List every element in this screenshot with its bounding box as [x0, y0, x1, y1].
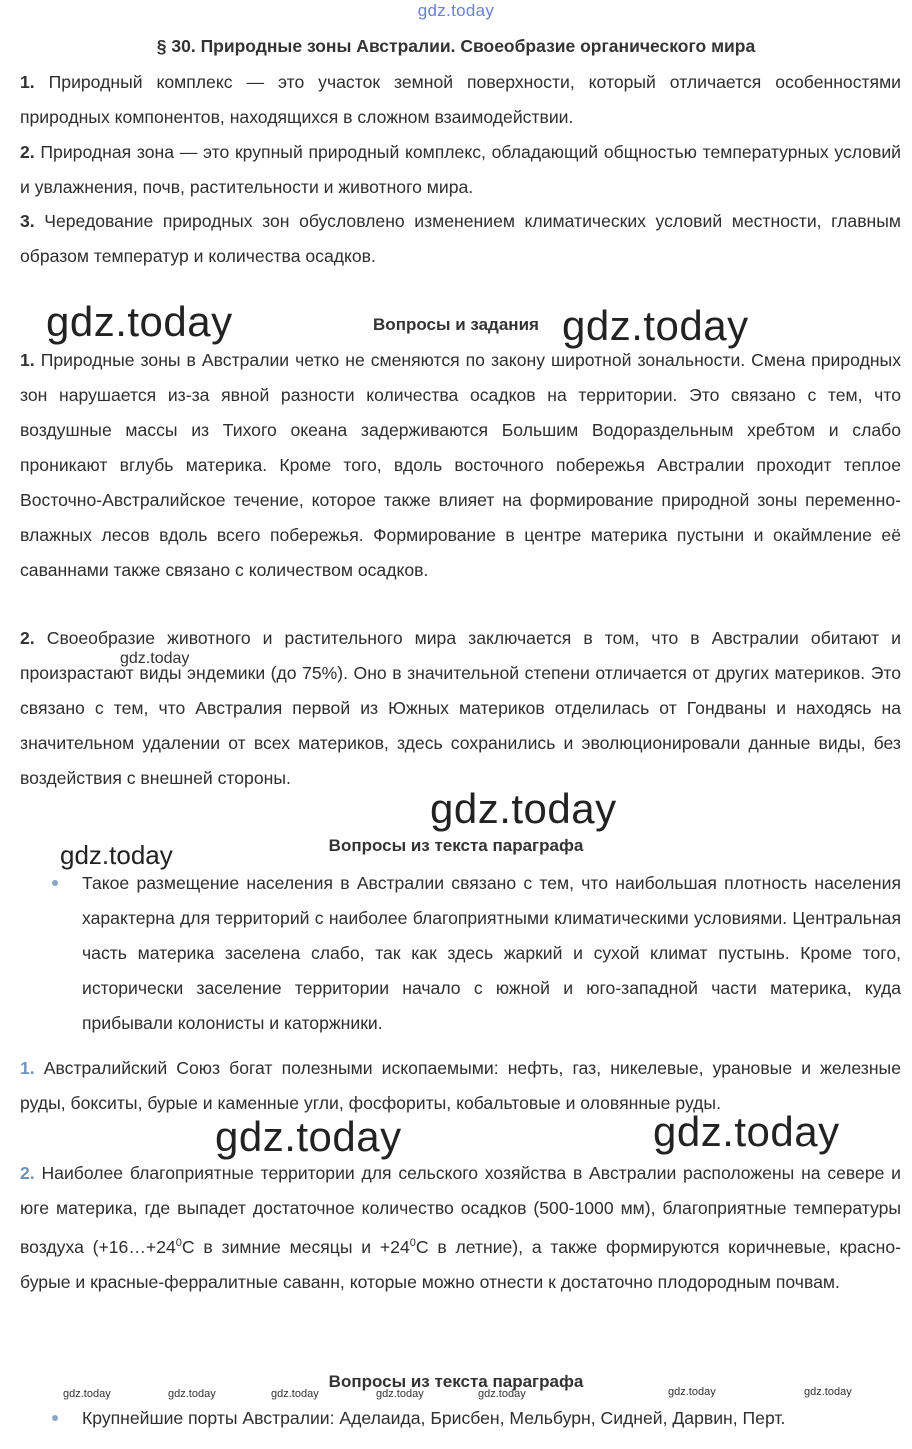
bullet-list [52, 866, 901, 1041]
list-item [52, 1401, 901, 1436]
bullet-icon [52, 880, 58, 886]
superscript: 0 [175, 1237, 182, 1249]
list-item [52, 866, 901, 1041]
item-text: Чередование природных зон обусловлено изменением климатических условий местности, главным образом температур и количества осадков. [20, 211, 902, 266]
watermark-overlay: gdz.today [376, 1388, 424, 1400]
watermark-overlay: gdz.today [271, 1388, 319, 1400]
item-text-end: С в летние), а также формируются коричневые, красно-бурые и красные-ферралитные саванн, которые можно отнести к достаточно плодородным почвам. [20, 1236, 901, 1292]
list-item-text: Крупнейшие порты Австралии: Аделаида, Брисбен, Мельбурн, Сидней, Дарвин, Перт. [82, 1408, 786, 1428]
answer-item-2-b [20, 1156, 901, 1300]
item-text: Австралийский Союз богат полезными ископаемыми: нефть, газ, никелевые, урановые и железные руды, бокситы, бурые и каменные угли, фосфориты, кобальтовые и оловянные руды. [20, 1058, 901, 1113]
answer-item-1 [20, 343, 901, 588]
watermark-overlay: gdz.today [120, 650, 190, 667]
watermark-top: gdz.today [417, 1, 495, 20]
list-item-text: Такое размещение населения в Австралии связано с тем, что наибольшая плотность населения характерна для территорий с наиболее благоприятными климатическими условиями. Центральная часть материка заселена слабо, так как здесь жаркий и сухой климат пустынь. Кроме того, исторически заселение территории начало с южной и юго-западной части материка, куда прибывали колонисты и каторжники. [82, 873, 901, 1033]
watermark-overlay: gdz.today [215, 1113, 402, 1160]
watermark-overlay: gdz.today [60, 840, 173, 870]
watermark-overlay: gdz.today [430, 785, 617, 832]
section-heading-paragraph-questions-2: Вопросы из текста параграфа [328, 1372, 584, 1391]
watermark-overlay: gdz.today [562, 302, 749, 349]
watermark-overlay: gdz.today [63, 1388, 111, 1400]
item-number: 2. [20, 142, 35, 162]
item-number: 1. [20, 350, 35, 370]
intro-item-2 [20, 135, 901, 205]
watermark-overlay: gdz.today [804, 1386, 852, 1398]
section-heading-questions: Вопросы и задания [373, 315, 539, 334]
item-text-start: Наиболее благоприятные территории для сельского хозяйства в Австралии расположены на севере и юге материка, где выпадет достаточное количество осадков (500-1000 мм), благоприятные температуры воздуха (+16…+24 [20, 1163, 901, 1257]
watermark-overlay: gdz.today [668, 1386, 716, 1398]
watermark-overlay: gdz.today [168, 1388, 216, 1400]
intro-item-1 [20, 65, 901, 135]
section-heading-paragraph-questions: Вопросы из текста параграфа [328, 836, 584, 855]
item-text: Своеобразие животного и растительного мира заключается в том, что в Австралии обитают и произрастают виды эндемики (до 75%). Оно в значительной степени отличается от других материков. Это связано с тем, что Австралия первой из Южных материков отделилась от Гондваны и находясь на значительном удалении от всех материков, здесь сохранились и эволюционировали данные виды, без воздействия с внешней стороны. [20, 628, 901, 788]
item-text: Природные зоны в Австралии четко не сменяются по закону широтной зональности. Смена природных зон нарушается из-за явной разности количества осадков на территории. Это связано с тем, что воздушные массы из Тихого океана задерживаются Большим Водораздельным хребтом и слабо проникают вглубь материка. Кроме того, вдоль восточного побережья Австралии проходит теплое Восточно-Австралийское течение, которое также влияет на формирование природной зоны переменно-влажных лесов вдоль всего побережья. Формирование в центре материка пустыни и окаймление её саваннами также связано с количеством осадков. [20, 350, 901, 580]
item-number: 2. [20, 628, 35, 648]
watermark-overlay: gdz.today [478, 1388, 526, 1400]
watermark-overlay: gdz.today [653, 1108, 840, 1155]
item-number: 3. [20, 211, 35, 231]
item-number: 1. [20, 1058, 35, 1078]
item-text-middle: С в зимние месяцы и +24 [181, 1236, 410, 1257]
item-text: Природная зона — это крупный природный комплекс, обладающий общностью температурных условий и увлажнения, почв, растительности и животного мира. [20, 142, 902, 197]
page-title: § 30. Природные зоны Австралии. Своеобразие органического мира [156, 36, 756, 56]
superscript: 0 [409, 1237, 416, 1249]
item-text: Природный комплекс — это участок земной поверхности, который отличается особенностями природных компонентов, находящихся в сложном взаимодействии. [20, 72, 901, 127]
intro-item-3 [20, 204, 901, 274]
item-number: 1. [20, 72, 35, 92]
watermark-overlay: gdz.today [46, 298, 233, 345]
bullet-icon [52, 1415, 58, 1421]
bullet-list-2 [52, 1401, 901, 1436]
item-number: 2. [20, 1163, 35, 1183]
answer-item-2 [20, 621, 901, 796]
